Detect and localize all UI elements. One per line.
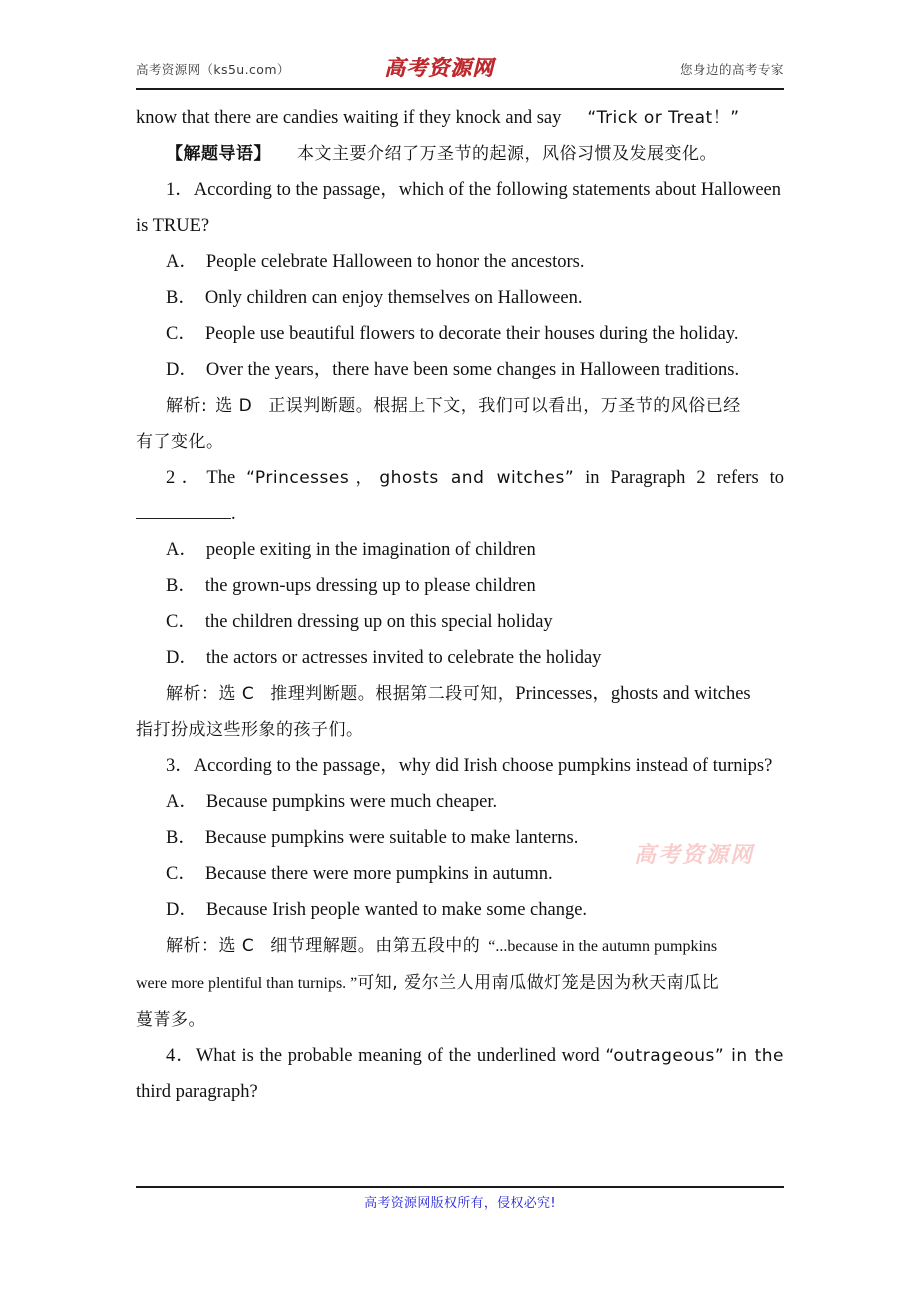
question-3-stem-text: According to the passage，why did Irish choose pumpkins instead of turnips? [193,756,773,776]
answer-text-cn-end: 蔓菁多。 [136,1010,206,1030]
header-site-name: 高考资源网（ks5u.com） [136,62,290,77]
guide-paragraph [136,136,784,172]
guide-text: 本文主要介绍了万圣节的起源，风俗习惯及发展变化。 [297,144,717,164]
question-4-stem-a: What is the probable meaning of the underlined word [195,1046,600,1066]
question-2-stem-a: The [206,468,236,488]
option-label: D． [166,648,198,668]
question-2-option-a [136,532,784,568]
question-3-option-a [136,784,784,820]
question-3-option-b [136,820,784,856]
question-2-option-c [136,604,784,640]
option-text: People celebrate Halloween to honor the ancestors. [205,252,585,272]
answer-text-cont: 指打扮成这些形象的孩子们。 [136,720,364,740]
option-label: A． [166,792,198,812]
option-label: A． [166,540,198,560]
answer-type: 细节理解题。 [270,936,376,956]
question-3-stem-line1 [136,748,784,784]
question-1-stem-line2 [136,208,784,244]
answer-choice: 选 C [218,936,255,956]
header-logo: 高考资源网 [384,55,494,80]
option-text: Only children can enjoy themselves on Halloween. [204,288,583,308]
option-label: A． [166,252,198,272]
page-header [136,52,784,90]
answer-prefix: 解析： [166,936,219,956]
question-2-option-b [136,568,784,604]
option-label: B． [166,576,197,596]
question-4-stem-line1 [136,1038,784,1074]
question-2-answer-line2 [136,712,784,748]
question-2-blank-tail: . [231,504,236,524]
answer-text-cont: 有了变化。 [136,432,224,452]
answer-text-cn: 根据第二段可知， [375,684,516,704]
question-2-stem-line1 [136,460,784,496]
question-3-answer-line2 [136,965,784,1002]
question-3-answer-line1 [136,928,784,965]
question-1-stem-text: According to the passage，which of the following statements about Halloween [193,180,781,200]
answer-text: 根据上下文，我们可以看出，万圣节的风俗已经 [373,396,741,416]
answer-blank [136,505,231,519]
option-label: B． [166,828,197,848]
answer-type: 推理判断题。 [270,684,376,704]
option-text: Because pumpkins were much cheaper. [205,792,498,812]
question-4-stem-line2 [136,1074,784,1110]
option-text: the children dressing up on this special holiday [204,612,553,632]
footer-copyright: 高考资源网版权所有，侵权必究! [364,1196,556,1211]
question-2-stem-blank [136,496,784,532]
option-text: the actors or actresses invited to celebrate the holiday [205,648,602,668]
question-3-number: 3． [166,756,194,776]
option-text: Because pumpkins were suitable to make lanterns. [204,828,579,848]
question-2-answer-line1 [136,676,784,712]
question-4-stem-quote: “outrageous” in the [605,1046,784,1066]
question-2-stem-quote: “Princesses，ghosts and witches” [246,468,575,488]
carryover-text: know that there are candies waiting if they knock and say [136,108,562,128]
question-1-option-d [136,352,784,388]
guide-label: 【解题导语】 [166,144,271,164]
option-label: C． [166,612,197,632]
carryover-quote: “Trick or Treat！” [587,108,740,128]
question-1-option-a [136,244,784,280]
answer-quote-en-cont: were more plentiful than turnips. ” [136,975,358,992]
header-slogan: 您身边的高考专家 [679,62,784,77]
question-1-stem-cont: is TRUE? [136,216,210,236]
option-text: Because there were more pumpkins in autumn. [204,864,553,884]
option-text: people exiting in the imagination of children [205,540,536,560]
answer-choice: 选 C [218,684,255,704]
question-3-answer-line3 [136,1002,784,1038]
option-label: C． [166,324,197,344]
question-2-stem-b: in Paragraph 2 refers to [585,468,785,488]
option-text: the grown-ups dressing up to please children [204,576,536,596]
question-1-stem-line1 [136,172,784,208]
watermark: 高考资源网 [634,842,755,868]
question-2-option-d [136,640,784,676]
option-text: Because Irish people wanted to make some change. [205,900,588,920]
answer-text-cn: 由第五段中的 [375,936,481,956]
answer-choice: 选 D [215,396,253,416]
question-3-option-d [136,892,784,928]
option-label: D． [166,360,198,380]
carryover-paragraph [136,100,784,136]
option-label: C． [166,864,197,884]
footer-divider [136,1186,784,1188]
answer-text-cn-cont: 可知, 爱尔兰人用南瓜做灯笼是因为秋天南瓜比 [357,973,720,993]
header-divider [136,88,784,90]
option-label: B． [166,288,197,308]
answer-type: 正误判断题。 [268,396,374,416]
question-1-answer-line2 [136,424,784,460]
answer-text-en: Princesses，ghosts and witches [515,684,751,704]
document-content [136,100,784,1110]
question-1-option-c [136,316,784,352]
option-label: D． [166,900,198,920]
question-1-number: 1． [166,180,194,200]
option-text: Over the years，there have been some changes in Halloween traditions. [205,360,740,380]
answer-quote-en: “...because in the autumn pumpkins [488,938,718,955]
answer-prefix: 解析: [166,396,208,416]
question-4-number: 4． [166,1046,196,1066]
question-1-option-b [136,280,784,316]
question-1-answer-line1 [136,388,784,424]
option-text: People use beautiful flowers to decorate their houses during the holiday. [204,324,739,344]
question-4-stem-cont: third paragraph? [136,1082,258,1102]
question-3-option-c [136,856,784,892]
answer-prefix: 解析： [166,684,219,704]
question-2-number: 2． [166,468,207,488]
